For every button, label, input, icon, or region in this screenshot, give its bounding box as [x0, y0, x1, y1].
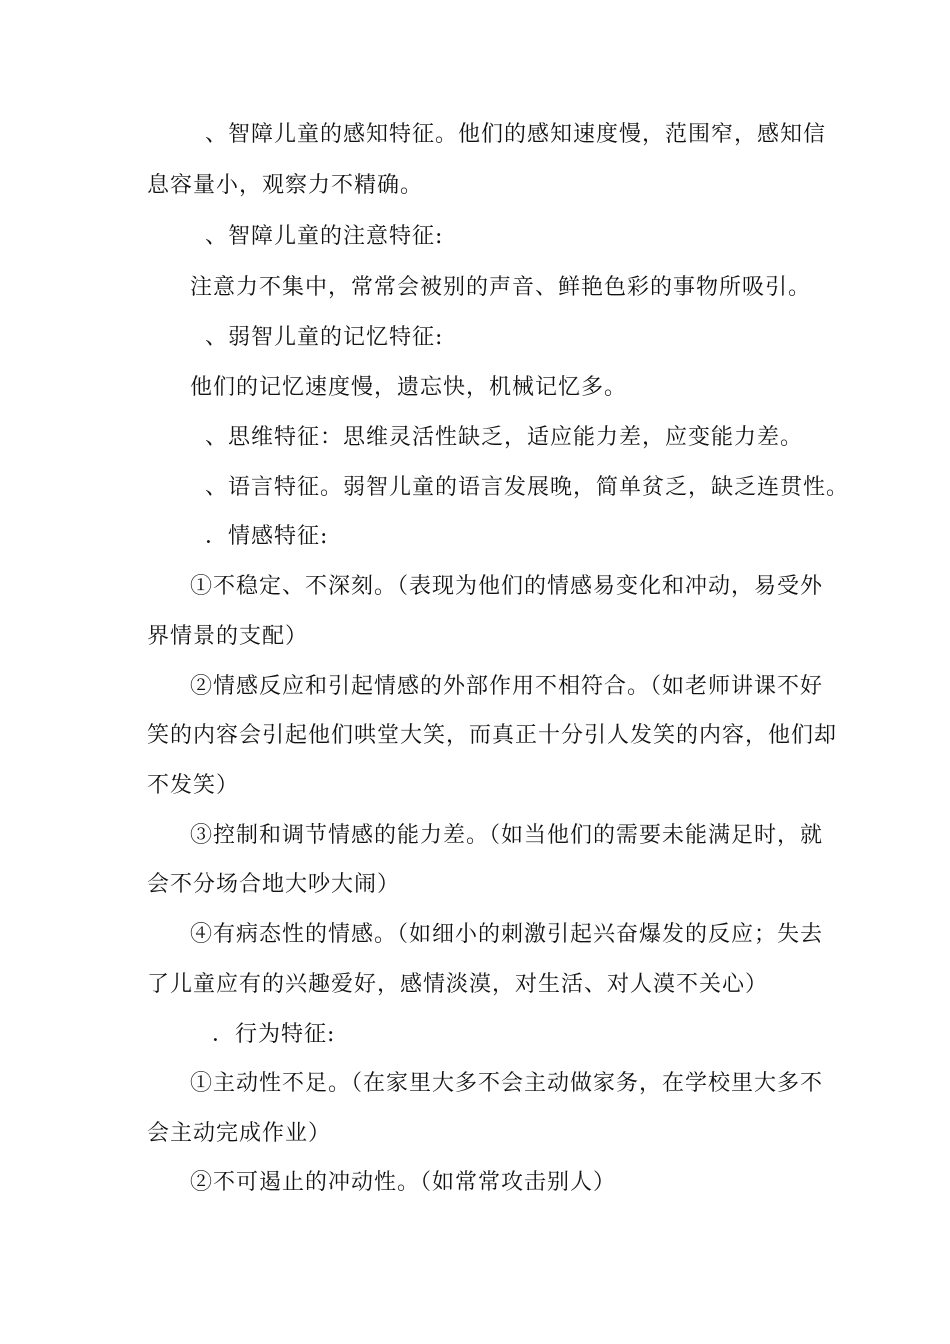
text-line: 、语言特征。弱智儿童的语言发展晚，简单贫乏，缺乏连贯性。 — [205, 475, 850, 500]
text-line: ①主动性不足。（在家里大多不会主动做家务，在学校里大多不 — [190, 1071, 824, 1096]
text-line: 会不分场合地大吵大闹） — [147, 872, 401, 897]
text-line: ②不可遏止的冲动性。（如常常攻击别人） — [190, 1170, 617, 1195]
text-line: 注意力不集中，常常会被别的声音、鲜艳色彩的事物所吸引。 — [190, 275, 812, 300]
text-line: 、弱智儿童的记忆特征: — [205, 325, 444, 350]
text-line: 不发笑） — [147, 773, 240, 798]
text-line: ④有病态性的情感。（如细小的刺激引起兴奋爆发的反应；失去 — [190, 922, 824, 947]
text-line: 息容量小，观察力不精确。 — [147, 173, 424, 198]
text-line: ①不稳定、不深刻。（表现为他们的情感易变化和冲动，易受外 — [190, 574, 824, 599]
text-line: ②情感反应和引起情感的外部作用不相符合。（如老师讲课不好 — [190, 674, 824, 699]
text-line: 了儿童应有的兴趣爱好，感情淡漠，对生活、对人漠不关心） — [147, 972, 769, 997]
text-line: ．情感特征: — [205, 524, 329, 549]
text-line: 、智障儿童的注意特征: — [205, 224, 444, 249]
text-line: 会主动完成作业） — [147, 1121, 332, 1146]
text-line: 笑的内容会引起他们哄堂大笑，而真正十分引人发笑的内容，他们却 — [147, 723, 838, 748]
text-line: ③控制和调节情感的能力差。（如当他们的需要未能满足时，就 — [190, 823, 824, 848]
text-line: 界情景的支配） — [147, 624, 309, 649]
text-line: 、思维特征：思维灵活性缺乏，适应能力差，应变能力差。 — [205, 425, 804, 450]
text-line: 他们的记忆速度慢，遗忘快，机械记忆多。 — [190, 375, 628, 400]
text-line: ．行为特征: — [212, 1022, 336, 1047]
text-line: 、智障儿童的感知特征。他们的感知速度慢，范围窄，感知信 — [205, 122, 827, 147]
